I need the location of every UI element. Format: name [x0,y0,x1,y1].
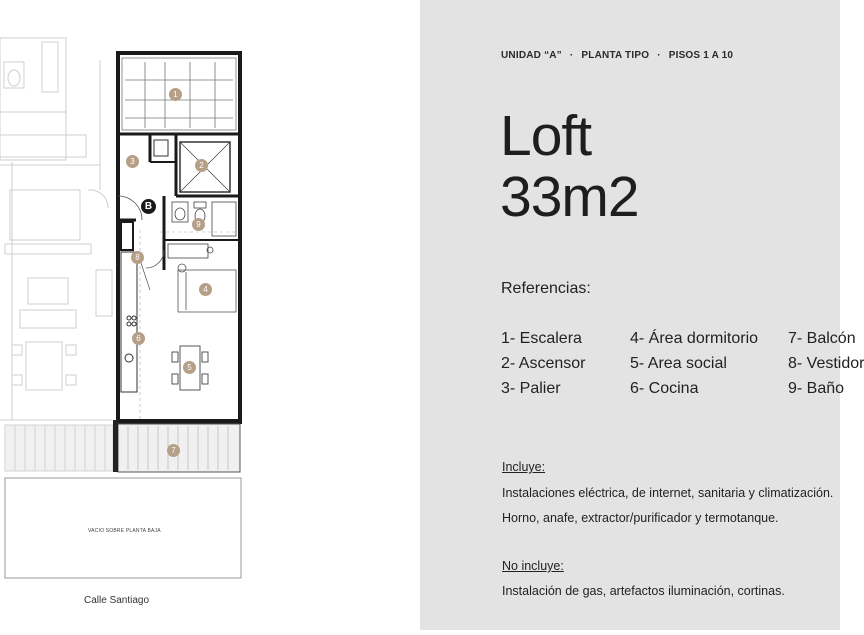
entrance-door-swing [118,196,142,220]
badge-bano: 9 [192,218,205,231]
floor-plan [0,0,420,630]
badge-ascensor: 2 [195,159,208,172]
badge-area-social: 5 [183,361,196,374]
reference-item: 2- Ascensor [501,355,586,372]
floor-plan-drawing [0,0,420,630]
floors-label: PISOS 1 A 10 [668,50,734,61]
info-panel [420,0,864,630]
unit-subtitle: UNIDAD “A” · PLANTA TIPO · PISOS 1 A 10 [501,50,734,61]
bath-door-swing [146,250,164,268]
reference-item: 7- Balcón [788,330,856,347]
excludes-line: Instalación de gas, artefactos iluminación, cortinas. [502,584,785,598]
reference-item: 4- Área dormitorio [630,330,759,347]
badge-cocina: 6 [132,332,145,345]
reference-item: 5- Area social [630,355,727,372]
includes-heading: Incluye: [502,460,546,474]
references-heading: Referencias: [501,280,591,297]
unit-label: UNIDAD “A” [501,50,562,61]
includes-line: Horno, anafe, extractor/purificador y termotanque. [502,511,779,525]
bathroom-fixtures [168,202,236,258]
reference-item: 6- Cocina [630,380,699,397]
street-label: Calle Santiago [84,595,150,606]
unit-walls [118,53,240,422]
badge-balcon: 7 [167,444,180,457]
ceiling-lines [140,230,235,420]
reference-item: 8- Vestidor [788,355,864,372]
neighbor-balcony [5,425,113,471]
elevator [154,140,230,192]
access-badge: B [141,199,156,214]
reference-item: 9- Baño [788,380,845,397]
badge-vestidor: 8 [131,251,144,264]
page-title [500,106,639,228]
badge-area-dormitorio: 4 [199,283,212,296]
badge-palier: 3 [126,155,139,168]
neighbor-unit-ghost [0,38,112,420]
title-line-2: 33m2 [500,165,639,229]
badge-escalera: 1 [169,88,182,101]
reference-item: 1- Escalera [501,330,582,347]
excludes-heading: No incluye: [502,559,564,573]
kitchen-counter [121,252,150,392]
void-label: VACIO SOBRE PLANTA BAJA [88,528,161,534]
reference-item: 3- Palier [501,380,561,397]
includes-line: Instalaciones eléctrica, de internet, sanitaria y climatización. [502,486,834,500]
title-line-1: Loft [500,104,592,168]
plan-type-label: PLANTA TIPO [581,50,650,61]
